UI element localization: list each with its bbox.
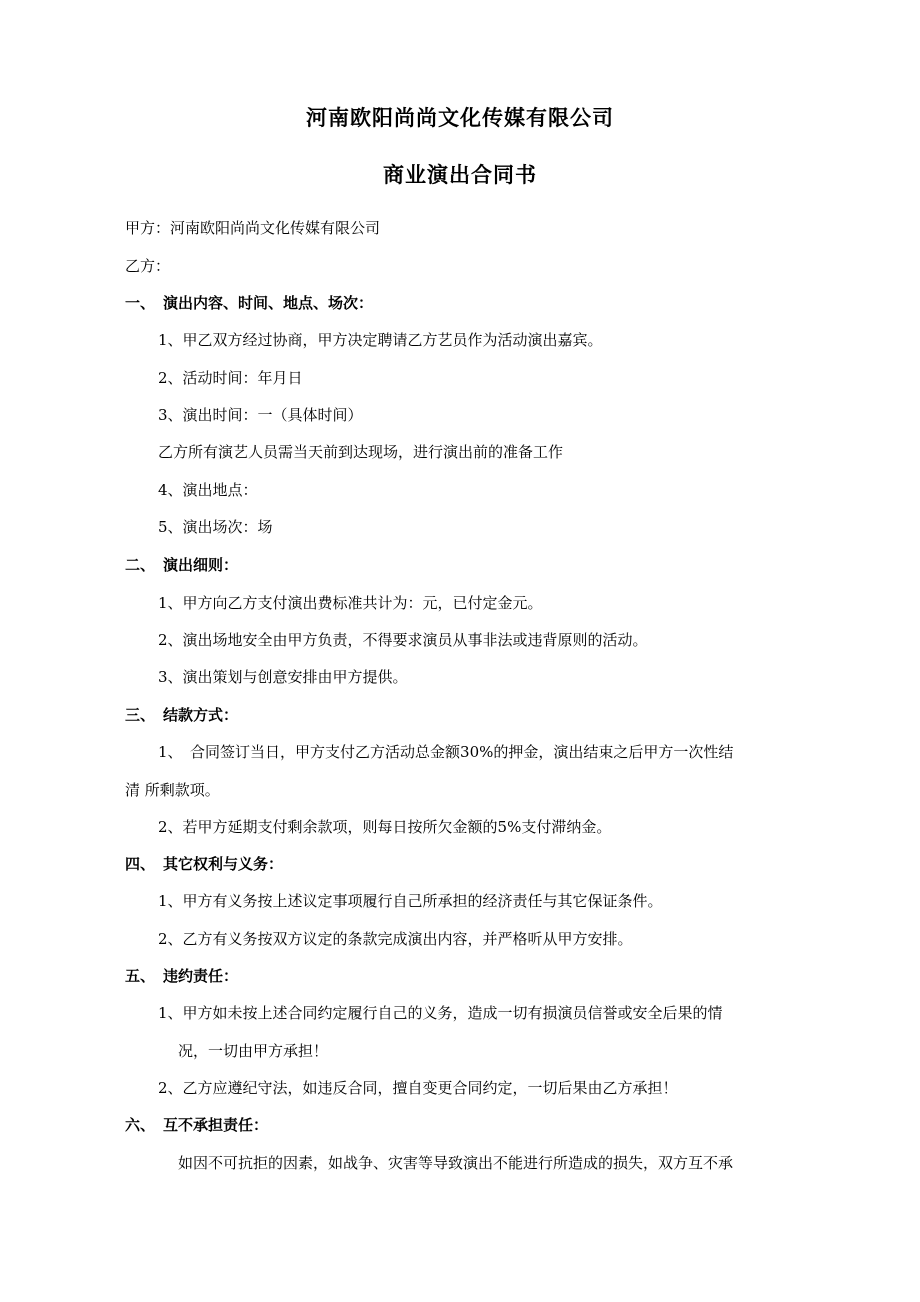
- clause-1-4: 4、演出地点：: [158, 481, 258, 499]
- clause-5-1-cont: 况，一切由甲方承担！: [178, 1042, 329, 1060]
- clause-4-2: 2、乙方有义务按双方议定的条款完成演出内容，并严格听从甲方安排。: [158, 930, 633, 948]
- clause-2-3: 3、演出策划与创意安排由甲方提供。: [158, 668, 408, 686]
- party-a: 甲方：河南欧阳尚尚文化传媒有限公司: [125, 219, 381, 237]
- clause-1-1: 1、甲乙双方经过协商，甲方决定聘请乙方艺员作为活动演出嘉宾。: [158, 331, 603, 349]
- party-b: 乙方：: [125, 257, 171, 275]
- clause-5-1: 1、甲方如未按上述合同约定履行自己的义务，造成一切有损演员信誉或安全后果的情: [158, 1004, 723, 1022]
- clause-3-1: 1、 合同签订当日，甲方支付乙方活动总金额30%的押金，演出结束之后甲方一次性结: [158, 743, 734, 761]
- section-number: 五、: [125, 967, 156, 985]
- clause-2-2: 2、演出场地安全由甲方负责，不得要求演员从事非法或违背原则的活动。: [158, 631, 648, 649]
- clause-1-5: 5、演出场次：场: [158, 518, 273, 536]
- section-title: 演出细则：: [163, 556, 239, 574]
- section-title: 演出内容、时间、地点、场次：: [163, 294, 374, 312]
- section-number: 一、: [125, 294, 156, 312]
- clause-1-note: 乙方所有演艺人员需当天前到达现场，进行演出前的准备工作: [158, 443, 564, 461]
- section-heading-5: [125, 966, 238, 986]
- clause-1-3: 3、演出时间：一（具体时间）: [158, 406, 363, 424]
- section-heading-2: [125, 555, 238, 575]
- clause-2-1: 1、甲方向乙方支付演出费标准共计为：元，已付定金元。: [158, 594, 543, 612]
- section-title: 其它权利与义务：: [163, 855, 284, 873]
- section-number: 二、: [125, 556, 156, 574]
- section-title: 违约责任：: [163, 967, 239, 985]
- clause-3-2: 2、若甲方延期支付剩余款项，则每日按所欠金额的5%支付滞纳金。: [158, 818, 612, 836]
- section-number: 四、: [125, 855, 156, 873]
- clause-5-2: 2、乙方应遵纪守法，如违反合同，擅自变更合同约定，一切后果由乙方承担！: [158, 1079, 678, 1097]
- company-title: 河南欧阳尚尚文化传媒有限公司: [306, 106, 614, 130]
- section-heading-4: [125, 854, 283, 874]
- clause-4-1: 1、甲方有义务按上述议定事项履行自己所承担的经济责任与其它保证条件。: [158, 892, 663, 910]
- clause-1-2: 2、活动时间：年月日: [158, 369, 303, 387]
- clause-6-1: 如因不可抗拒的因素，如战争、灾害等导致演出不能进行所造成的损失，双方互不承: [178, 1154, 734, 1172]
- section-number: 六、: [125, 1116, 156, 1134]
- section-heading-3: [125, 705, 238, 725]
- section-heading-6: [125, 1115, 268, 1135]
- section-number: 三、: [125, 706, 156, 724]
- section-heading-1: [125, 293, 373, 313]
- section-title: 互不承担责任：: [163, 1116, 269, 1134]
- section-title: 结款方式：: [163, 706, 239, 724]
- contract-title: 商业演出合同书: [383, 163, 537, 187]
- clause-3-1-cont: 清 所剩款项。: [125, 781, 220, 799]
